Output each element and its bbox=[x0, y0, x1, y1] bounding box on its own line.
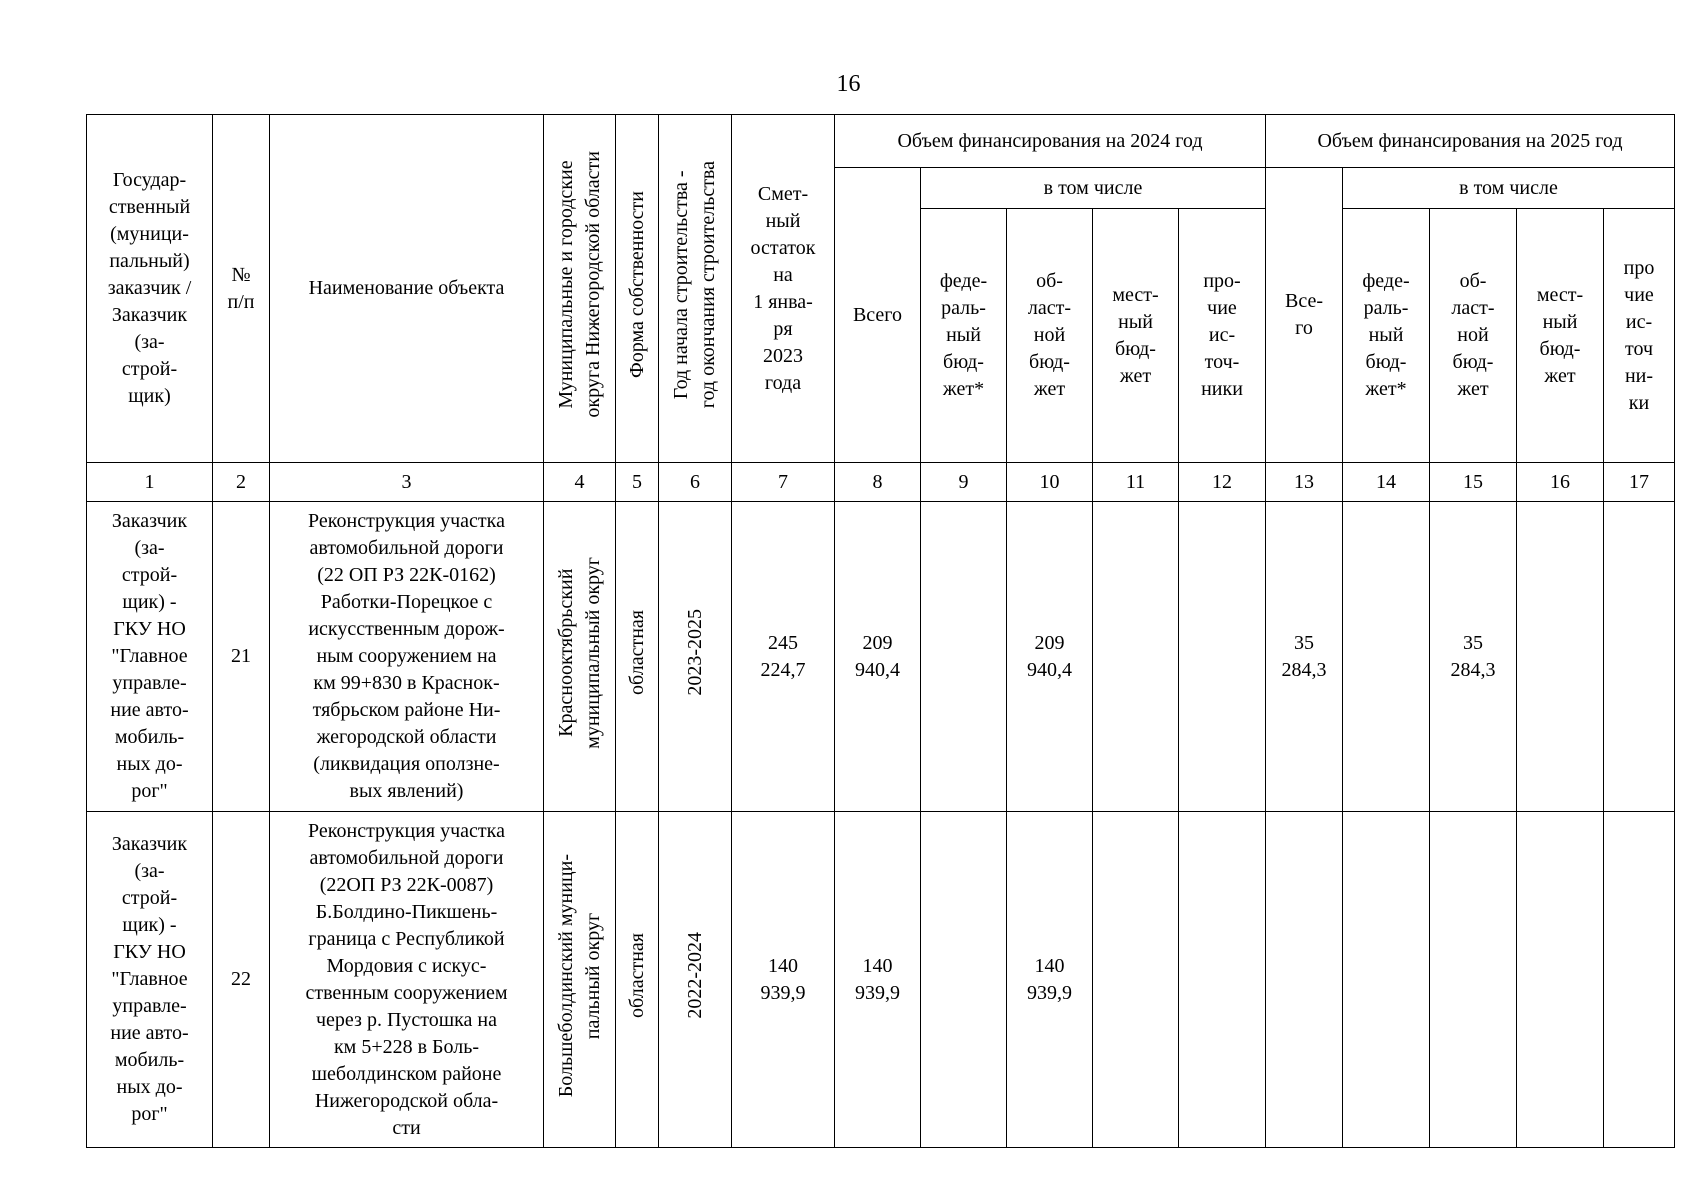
col-num-13: 13 bbox=[1266, 463, 1343, 502]
row-num: 22 bbox=[213, 812, 270, 1148]
row-local-2024 bbox=[1093, 812, 1179, 1148]
col-num-3: 3 bbox=[270, 463, 544, 502]
row-object-name: Реконструкция участка автомобильной дороги (22ОП РЗ 22К-0087) Б.Болдино-Пикшень- граница с Республикой Мордовия с искус- ственным сооружением через р. Пустошка на км 5+228 в Боль- шеболдинском районе Нижегородской обла- сти bbox=[270, 812, 544, 1148]
row-federal-2025 bbox=[1343, 812, 1430, 1148]
row-regional-2024: 209 940,4 bbox=[1007, 502, 1093, 812]
col-num-17: 17 bbox=[1604, 463, 1675, 502]
col-num-9: 9 bbox=[921, 463, 1007, 502]
row-total-2025: 35 284,3 bbox=[1266, 502, 1343, 812]
col-num-4: 4 bbox=[544, 463, 616, 502]
column-number-row bbox=[87, 463, 1675, 502]
header-municipality: Муниципальные и городские округа Нижегородской области bbox=[544, 115, 616, 463]
row-federal-2025 bbox=[1343, 502, 1430, 812]
header-name: Наименование объекта bbox=[270, 115, 544, 463]
header-years: Год начала строительства - год окончания строительства bbox=[659, 115, 732, 463]
header-total-2025: Все- го bbox=[1266, 168, 1343, 463]
page-number: 16 bbox=[836, 71, 861, 97]
header-other-2024: про- чие ис- точ- ники bbox=[1179, 209, 1266, 463]
row-regional-2024: 140 939,9 bbox=[1007, 812, 1093, 1148]
row-local-2025 bbox=[1517, 812, 1604, 1148]
header-ownership: Форма собственности bbox=[616, 115, 659, 463]
row-balance: 140 939,9 bbox=[732, 812, 835, 1148]
row-ownership: областная bbox=[616, 502, 659, 812]
row-total-2024: 140 939,9 bbox=[835, 812, 921, 1148]
header-federal-2025: феде- раль- ный бюд- жет* bbox=[1343, 209, 1430, 463]
row-other-2024 bbox=[1179, 812, 1266, 1148]
row-customer: Заказчик (за- строй- щик) - ГКУ НО "Главное управле- ние авто- мобиль- ных до- рог" bbox=[87, 502, 213, 812]
col-num-16: 16 bbox=[1517, 463, 1604, 502]
col-num-10: 10 bbox=[1007, 463, 1093, 502]
row-regional-2025: 35 284,3 bbox=[1430, 502, 1517, 812]
row-total-2024: 209 940,4 bbox=[835, 502, 921, 812]
col-num-8: 8 bbox=[835, 463, 921, 502]
header-customer: Государ- ственный (муници- пальный) заказчик / Заказчик (за- строй- щик) bbox=[87, 115, 213, 463]
row-balance: 245 224,7 bbox=[732, 502, 835, 812]
row-municipality: Большеболдинский муници- пальный округ bbox=[544, 812, 616, 1148]
row-local-2024 bbox=[1093, 502, 1179, 812]
header-fin-2025: Объем финансирования на 2025 год bbox=[1266, 115, 1675, 168]
row-years: 2022-2024 bbox=[659, 812, 732, 1148]
row-federal-2024 bbox=[921, 812, 1007, 1148]
header-total-2024: Всего bbox=[835, 168, 921, 463]
row-object-name: Реконструкция участка автомобильной дороги (22 ОП РЗ 22К-0162) Работки-Порецкое с искусственным дорож- ным сооружением на км 99+830 в Краснок- тябрьском районе Ни- жегородской области (ликвидация оползне- вых явлений) bbox=[270, 502, 544, 812]
row-ownership: областная bbox=[616, 812, 659, 1148]
row-local-2025 bbox=[1517, 502, 1604, 812]
financing-table bbox=[86, 114, 1675, 1148]
header-including-2024: в том числе bbox=[921, 168, 1266, 209]
col-num-6: 6 bbox=[659, 463, 732, 502]
col-num-2: 2 bbox=[213, 463, 270, 502]
col-num-11: 11 bbox=[1093, 463, 1179, 502]
header-local-2024: мест- ный бюд- жет bbox=[1093, 209, 1179, 463]
header-local-2025: мест- ный бюд- жет bbox=[1517, 209, 1604, 463]
row-regional-2025 bbox=[1430, 812, 1517, 1148]
header-regional-2025: об- ласт- ной бюд- жет bbox=[1430, 209, 1517, 463]
header-row-1 bbox=[87, 115, 1675, 168]
header-balance: Смет- ный остаток на 1 янва- ря 2023 года bbox=[732, 115, 835, 463]
row-other-2025 bbox=[1604, 812, 1675, 1148]
row-federal-2024 bbox=[921, 502, 1007, 812]
col-num-1: 1 bbox=[87, 463, 213, 502]
row-other-2024 bbox=[1179, 502, 1266, 812]
col-num-7: 7 bbox=[732, 463, 835, 502]
row-years: 2023-2025 bbox=[659, 502, 732, 812]
row-total-2025 bbox=[1266, 812, 1343, 1148]
header-including-2025: в том числе bbox=[1343, 168, 1675, 209]
header-regional-2024: об- ласт- ной бюд- жет bbox=[1007, 209, 1093, 463]
header-other-2025: про чие ис- точ ни- ки bbox=[1604, 209, 1675, 463]
row-municipality: Краснооктябрьский муниципальный округ bbox=[544, 502, 616, 812]
col-num-14: 14 bbox=[1343, 463, 1430, 502]
row-customer: Заказчик (за- строй- щик) - ГКУ НО "Главное управле- ние авто- мобиль- ных до- рог" bbox=[87, 812, 213, 1148]
row-num: 21 bbox=[213, 502, 270, 812]
header-fin-2024: Объем финансирования на 2024 год bbox=[835, 115, 1266, 168]
table-row bbox=[87, 812, 1675, 1148]
col-num-5: 5 bbox=[616, 463, 659, 502]
col-num-12: 12 bbox=[1179, 463, 1266, 502]
col-num-15: 15 bbox=[1430, 463, 1517, 502]
header-federal-2024: феде- раль- ный бюд- жет* bbox=[921, 209, 1007, 463]
header-num: № п/п bbox=[213, 115, 270, 463]
table-row bbox=[87, 502, 1675, 812]
row-other-2025 bbox=[1604, 502, 1675, 812]
